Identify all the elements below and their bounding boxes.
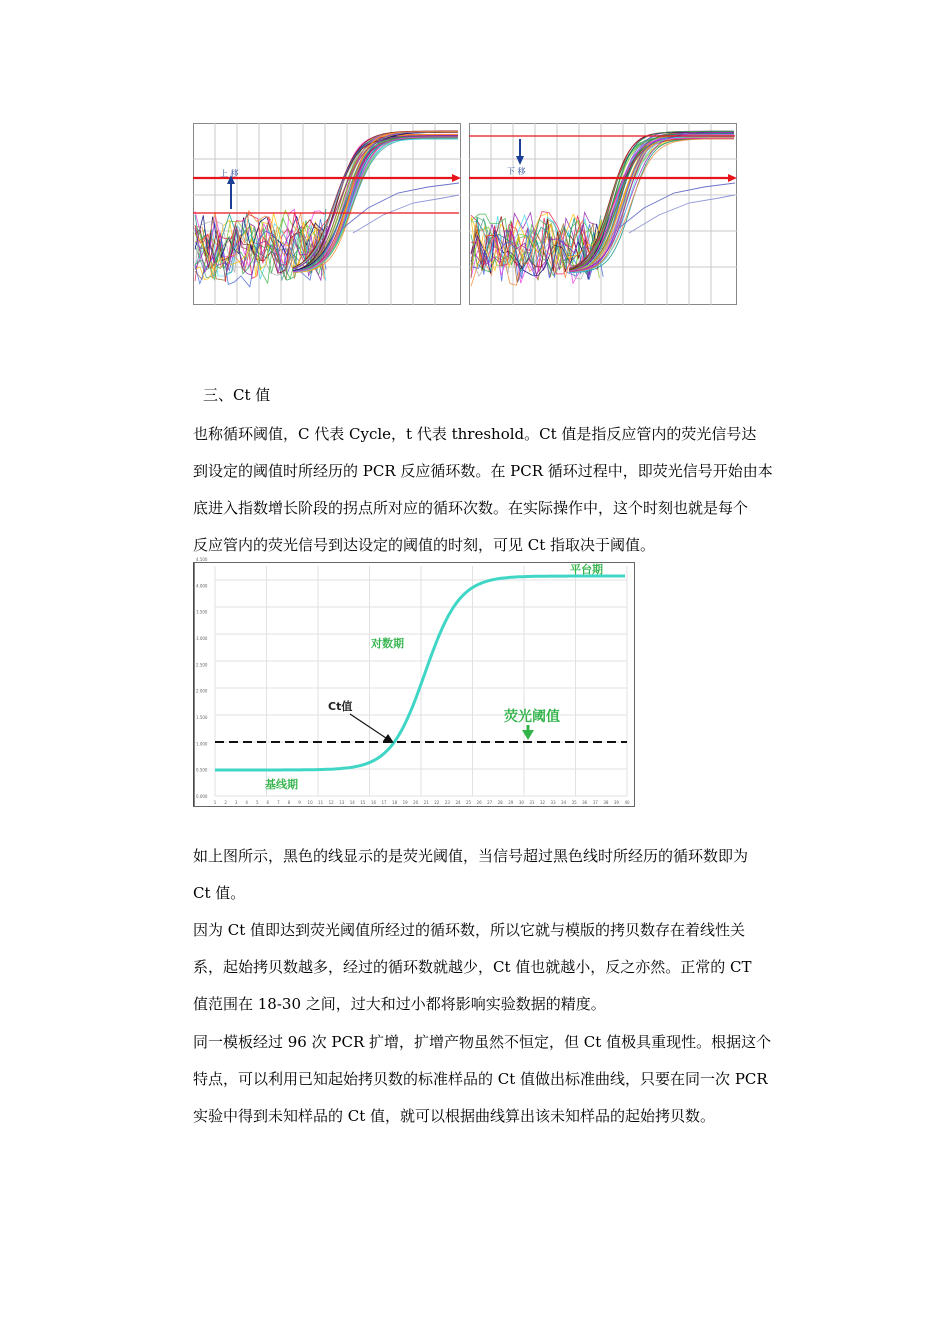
x-tick-label: 25 bbox=[465, 800, 472, 805]
x-tick-label: 20 bbox=[413, 800, 419, 805]
x-tick-label: 38 bbox=[603, 800, 609, 805]
text-line: 也称循环阈值，C 代表 Cycle，t 代表 threshold。Ct 值是指反应管内的荧光信号达 bbox=[193, 425, 757, 443]
x-tick-label: 15 bbox=[360, 800, 366, 805]
y-tick-label: 0.500 bbox=[196, 767, 208, 773]
x-tick-label: 14 bbox=[349, 800, 355, 805]
x-tick-label: 11 bbox=[318, 800, 324, 805]
x-tick-label: 7 bbox=[277, 800, 280, 805]
y-tick-label: 1.500 bbox=[196, 715, 208, 720]
x-tick-label: 26 bbox=[476, 800, 482, 805]
y-tick-label: 3.500 bbox=[196, 609, 208, 615]
x-tick-label: 37 bbox=[592, 800, 598, 805]
x-tick-label: 23 bbox=[444, 800, 450, 805]
label-ct-value: Ct值 bbox=[328, 700, 353, 713]
plot-frame bbox=[194, 124, 461, 305]
text-line: 如上图所示，黑色的线显示的是荧光阈值，当信号超过黑色线时所经历的循环数即为 bbox=[193, 847, 749, 865]
x-tick-label: 16 bbox=[370, 800, 377, 805]
y-tick-label: 2.000 bbox=[196, 688, 208, 694]
x-tick-label: 30 bbox=[518, 800, 524, 805]
x-tick-label: 10 bbox=[307, 800, 313, 805]
label-log-phase: 对数期 bbox=[371, 637, 404, 650]
text-line: 反应管内的荧光信号到达设定的阈值的时刻，可见 Ct 指取决于阈值。 bbox=[193, 536, 656, 554]
text-line: 因为 Ct 值即达到荧光阈值所经过的循环数，所以它就与模版的拷贝数存在着线性关 bbox=[193, 921, 746, 939]
x-tick-label: 39 bbox=[613, 800, 619, 805]
x-tick-label: 9 bbox=[298, 800, 301, 805]
x-tick-label: 5 bbox=[256, 800, 259, 805]
x-tick-label: 13 bbox=[339, 800, 345, 805]
section-heading: 三、Ct 值 bbox=[203, 386, 271, 404]
x-tick-label: 19 bbox=[402, 800, 408, 805]
y-tick-label: 3.000 bbox=[196, 636, 208, 641]
ct-value-diagram bbox=[193, 556, 635, 807]
x-tick-label: 22 bbox=[434, 800, 440, 805]
x-tick-label: 24 bbox=[455, 800, 461, 805]
x-tick-label: 12 bbox=[328, 800, 334, 805]
y-tick-label: 4.000 bbox=[196, 583, 208, 589]
text-line: 同一模板经过 96 次 PCR 扩增，扩增产物虽然不恒定，但 Ct 值极具重现性。根据这个 bbox=[193, 1033, 772, 1051]
y-tick-label: 1.000 bbox=[196, 741, 208, 747]
ct-value-diagram-svg bbox=[193, 556, 635, 807]
text-line: 底进入指数增长阶段的拐点所对应的循环次数。在实际操作中，这个时刻也就是每个 bbox=[193, 499, 749, 517]
paragraph-definition bbox=[193, 416, 815, 564]
amplification-plot-up bbox=[193, 123, 461, 305]
plot-frame bbox=[470, 124, 737, 305]
text-line: 系，起始拷贝数越多，经过的循环数就越少，Ct 值也就越小，反之亦然。正常的 CT bbox=[193, 958, 752, 976]
paragraph-standard-curve bbox=[193, 1024, 815, 1135]
x-tick-label: 35 bbox=[571, 800, 577, 805]
x-tick-label: 31 bbox=[529, 800, 535, 805]
y-tick-label: 0.000 bbox=[196, 794, 208, 799]
x-tick-label: 17 bbox=[381, 800, 387, 805]
y-tick-label: 4.500 bbox=[196, 556, 208, 562]
x-tick-label: 40 bbox=[624, 800, 630, 805]
amplification-plot-down-svg bbox=[469, 123, 737, 305]
y-tick-label: 2.500 bbox=[196, 662, 208, 668]
x-tick-label: 1 bbox=[213, 800, 217, 805]
x-tick-label: 29 bbox=[508, 800, 514, 805]
label-plateau: 平台期 bbox=[570, 563, 603, 576]
text-line: Ct 值。 bbox=[193, 884, 246, 902]
text-line: 特点，可以利用已知起始拷贝数的标准样品的 Ct 值做出标准曲线，只要在同一次 PCR bbox=[193, 1070, 768, 1088]
label-threshold: 荧光阈值 bbox=[504, 709, 560, 725]
amplification-plot-down bbox=[469, 123, 737, 305]
x-tick-label: 6 bbox=[266, 800, 270, 805]
x-tick-label: 34 bbox=[561, 800, 567, 805]
text-line: 值范围在 18-30 之间，过大和过小都将影响实验数据的精度。 bbox=[193, 995, 606, 1013]
text-line: 实验中得到未知样品的 Ct 值，就可以根据曲线算出该未知样品的起始拷贝数。 bbox=[193, 1107, 716, 1125]
amplification-plot-up-svg bbox=[193, 123, 461, 305]
x-tick-label: 2 bbox=[224, 800, 227, 805]
x-tick-label: 36 bbox=[582, 800, 588, 805]
x-tick-label: 8 bbox=[287, 800, 291, 805]
x-tick-label: 18 bbox=[392, 800, 398, 805]
arrow-label: 下 移 bbox=[507, 167, 526, 176]
x-tick-label: 32 bbox=[539, 800, 546, 805]
paragraph-figure-explanation bbox=[193, 838, 815, 912]
label-baseline: 基线期 bbox=[265, 778, 298, 791]
x-tick-label: 21 bbox=[423, 800, 429, 805]
text-line: 到设定的阈值时所经历的 PCR 反应循环数。在 PCR 循环过程中，即荧光信号开始由本 bbox=[193, 462, 773, 480]
x-tick-label: 27 bbox=[487, 800, 493, 805]
x-tick-label: 28 bbox=[497, 800, 503, 805]
arrow-label: 上 移 bbox=[220, 169, 239, 178]
paragraph-linear-relation bbox=[193, 912, 815, 1023]
x-tick-label: 3 bbox=[234, 800, 238, 805]
x-tick-label: 33 bbox=[550, 800, 556, 805]
x-tick-label: 4 bbox=[245, 800, 248, 805]
